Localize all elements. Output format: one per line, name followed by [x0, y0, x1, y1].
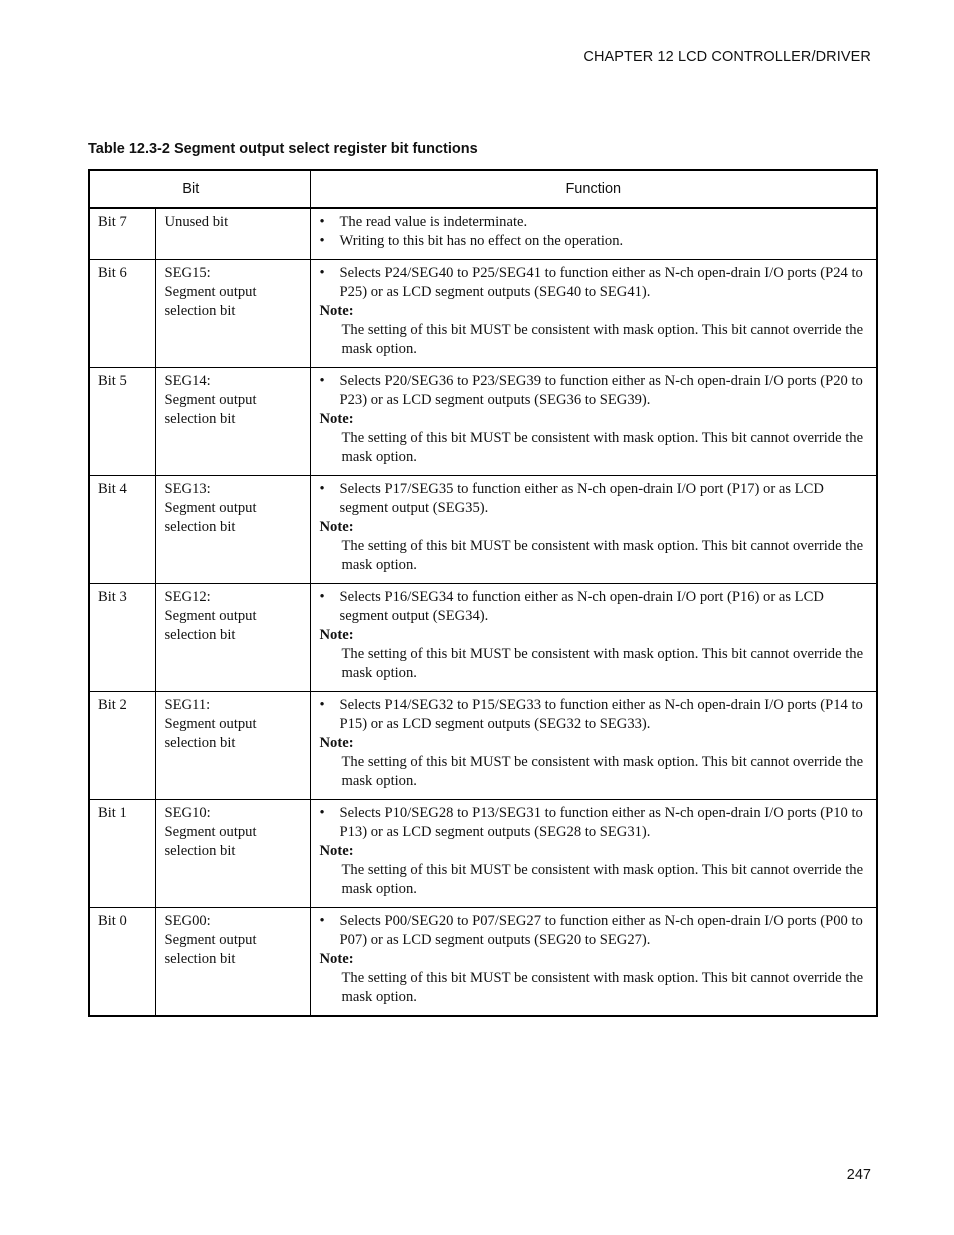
bullet-glyph: •	[319, 481, 325, 497]
bit-name-line: selection bit	[164, 411, 236, 427]
function-column-header: Function	[310, 170, 877, 208]
bit-function-table	[88, 169, 878, 1017]
note-text: The setting of this bit MUST be consistent with mask option. This bit cannot override the mask option.	[341, 754, 864, 789]
bit-name-cell	[155, 908, 310, 1017]
function-bullet	[320, 696, 867, 734]
note-label: Note:	[319, 519, 354, 535]
function-bullet	[320, 588, 867, 626]
note-label: Note:	[319, 951, 354, 967]
bit-name-line: Segment output	[164, 500, 257, 516]
function-cell	[310, 208, 877, 260]
bit-name-line: SEG15:	[164, 265, 211, 281]
table-header-row	[89, 170, 877, 208]
bullet-glyph: •	[319, 373, 325, 389]
function-bullet	[320, 804, 867, 842]
bit-name-line: SEG10:	[164, 805, 211, 821]
bit-name-cell	[155, 260, 310, 368]
bit-name-line: selection bit	[164, 303, 236, 319]
function-bullet	[320, 232, 867, 251]
bit-number-cell: Bit 4	[89, 476, 155, 584]
table-row	[89, 584, 877, 692]
bit-name-line: SEG13:	[164, 481, 211, 497]
note-label: Note:	[319, 303, 354, 319]
function-cell	[310, 476, 877, 584]
bit-name-line: SEG11:	[164, 697, 211, 713]
function-cell	[310, 692, 877, 800]
bit-name-cell	[155, 692, 310, 800]
function-cell	[310, 368, 877, 476]
table-row	[89, 208, 877, 260]
bullet-glyph: •	[319, 913, 325, 929]
bit-name-cell	[155, 584, 310, 692]
note-text: The setting of this bit MUST be consistent with mask option. This bit cannot override the mask option.	[341, 862, 864, 897]
bit-name-line: selection bit	[164, 843, 236, 859]
bit-name-cell	[155, 208, 310, 260]
bit-name-cell	[155, 800, 310, 908]
bit-name-line: Segment output	[164, 716, 257, 732]
table-row	[89, 260, 877, 368]
function-cell	[310, 584, 877, 692]
table-body	[89, 208, 877, 1016]
note-text: The setting of this bit MUST be consistent with mask option. This bit cannot override the mask option.	[341, 430, 864, 465]
bullet-text: Selects P10/SEG28 to P13/SEG31 to function either as N-ch open-drain I/O ports (P10 to P13) or as LCD segment outputs (SEG28 to SEG31).	[339, 805, 863, 840]
note-label: Note:	[319, 627, 354, 643]
bit-number-cell: Bit 7	[89, 208, 155, 260]
bit-name-line: SEG14:	[164, 373, 211, 389]
table-row	[89, 692, 877, 800]
bullet-glyph: •	[319, 233, 325, 249]
function-bullet	[320, 480, 867, 518]
bit-name-line: Unused bit	[164, 214, 229, 230]
page-number: 247	[846, 1167, 871, 1183]
bullet-glyph: •	[319, 214, 325, 230]
note-label: Note:	[319, 843, 354, 859]
bullet-text: Selects P24/SEG40 to P25/SEG41 to function either as N-ch open-drain I/O ports (P24 to P25) or as LCD segment outputs (SEG40 to SEG41).	[339, 265, 863, 300]
function-cell	[310, 800, 877, 908]
bullet-text: Writing to this bit has no effect on the operation.	[339, 233, 624, 249]
note-text: The setting of this bit MUST be consistent with mask option. This bit cannot override the mask option.	[341, 646, 864, 681]
bit-name-line: selection bit	[164, 519, 236, 535]
bit-name-line: Segment output	[164, 932, 257, 948]
bit-number-cell: Bit 3	[89, 584, 155, 692]
bit-name-line: SEG12:	[164, 589, 211, 605]
bit-name-line: selection bit	[164, 627, 236, 643]
bit-number-cell: Bit 2	[89, 692, 155, 800]
function-bullet	[320, 264, 867, 302]
note-text: The setting of this bit MUST be consistent with mask option. This bit cannot override the mask option.	[341, 538, 864, 573]
bullet-text: Selects P14/SEG32 to P15/SEG33 to function either as N-ch open-drain I/O ports (P14 to P15) or as LCD segment outputs (SEG32 to SEG33).	[339, 697, 863, 732]
bit-name-line: selection bit	[164, 951, 236, 967]
function-bullet	[320, 213, 867, 232]
bullet-glyph: •	[319, 805, 325, 821]
function-cell	[310, 908, 877, 1017]
bullet-glyph: •	[319, 265, 325, 281]
bullet-text: Selects P16/SEG34 to function either as N-ch open-drain I/O port (P16) or as LCD segment output (SEG34).	[339, 589, 824, 624]
bit-number-cell: Bit 1	[89, 800, 155, 908]
bullet-text: Selects P17/SEG35 to function either as N-ch open-drain I/O port (P17) or as LCD segment output (SEG35).	[339, 481, 824, 516]
chapter-header: CHAPTER 12 LCD CONTROLLER/DRIVER	[583, 49, 871, 65]
bit-number-cell: Bit 0	[89, 908, 155, 1017]
bit-number-cell: Bit 6	[89, 260, 155, 368]
bit-number-cell: Bit 5	[89, 368, 155, 476]
note-label: Note:	[319, 735, 354, 751]
bit-column-header: Bit	[89, 170, 310, 208]
bit-name-line: Segment output	[164, 392, 257, 408]
bit-name-line: Segment output	[164, 608, 257, 624]
bullet-glyph: •	[319, 589, 325, 605]
function-bullet	[320, 372, 867, 410]
table-row	[89, 368, 877, 476]
table-row	[89, 908, 877, 1017]
bit-name-line: SEG00:	[164, 913, 211, 929]
bullet-text: Selects P20/SEG36 to P23/SEG39 to function either as N-ch open-drain I/O ports (P20 to P23) or as LCD segment outputs (SEG36 to SEG39).	[339, 373, 863, 408]
table-row	[89, 476, 877, 584]
bullet-text: The read value is indeterminate.	[339, 214, 528, 230]
bit-name-line: Segment output	[164, 284, 257, 300]
table-caption: Table 12.3-2 Segment output select register bit functions	[88, 141, 478, 157]
table-row	[89, 800, 877, 908]
bullet-glyph: •	[319, 697, 325, 713]
note-text: The setting of this bit MUST be consistent with mask option. This bit cannot override the mask option.	[341, 322, 864, 357]
bullet-text: Selects P00/SEG20 to P07/SEG27 to function either as N-ch open-drain I/O ports (P00 to P07) or as LCD segment outputs (SEG20 to SEG27).	[339, 913, 863, 948]
bit-name-line: selection bit	[164, 735, 236, 751]
bit-name-cell	[155, 476, 310, 584]
bit-name-cell	[155, 368, 310, 476]
bit-name-line: Segment output	[164, 824, 257, 840]
note-label: Note:	[319, 411, 354, 427]
note-text: The setting of this bit MUST be consistent with mask option. This bit cannot override the mask option.	[341, 970, 864, 1005]
function-cell	[310, 260, 877, 368]
function-bullet	[320, 912, 867, 950]
